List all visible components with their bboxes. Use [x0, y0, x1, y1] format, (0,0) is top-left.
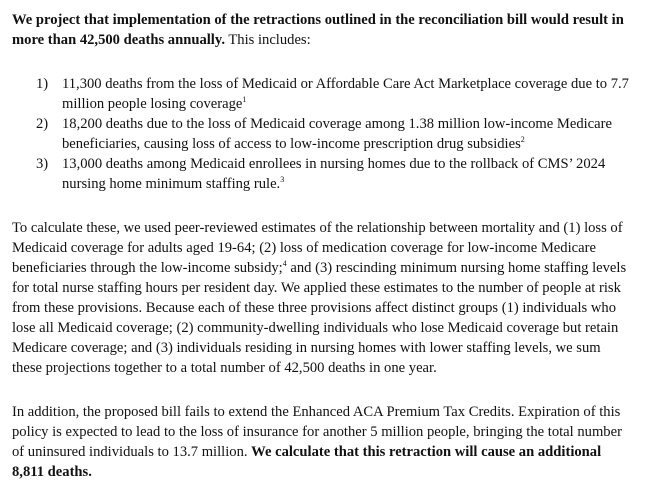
- addition-paragraph: [12, 402, 630, 482]
- addition-text: In addition, the proposed bill fails to extend the Enhanced ACA Premium Tax Credits. Expiration of this policy is expected to lead to the loss of insurance for another 5 million people, bringing the total number of uninsured individuals to 13.7 million.: [12, 404, 622, 460]
- intro-bold-statement: We project that implementation of the retractions outlined in the reconciliation bill would result in more than 42,500 deaths annually.: [12, 12, 624, 48]
- methodology-paragraph: [12, 218, 630, 378]
- list-item: [12, 154, 630, 194]
- list-item: [12, 74, 630, 114]
- deaths-breakdown-list: [12, 74, 630, 194]
- footnote-marker: 3: [280, 175, 285, 185]
- methodology-part1: To calculate these, we used peer-reviewed estimates of the relationship between mortality and (1) loss of Medicaid coverage for adults aged 19-64; (2) loss of medication coverage for low-income Medicare beneficiaries through the low-income subsidy;: [12, 220, 623, 276]
- list-item-number: 3): [36, 156, 49, 172]
- footnote-marker: 2: [520, 135, 525, 145]
- list-item-text: 13,000 deaths among Medicaid enrollees in nursing homes due to the rollback of CMS’ 2024 nursing home minimum staffing rule.: [62, 156, 606, 192]
- list-item: [12, 114, 630, 154]
- footnote-marker: 4: [282, 259, 287, 269]
- addition-bold-statement: We calculate that this retraction will cause an additional 8,811 deaths.: [12, 444, 602, 480]
- intro-paragraph: [12, 10, 630, 50]
- footnote-marker: 1: [242, 95, 247, 105]
- list-item-number: 1): [36, 76, 49, 92]
- methodology-part2: and (3) rescinding minimum nursing home staffing levels for total nurse staffing hours per resident day. We applied these estimates to the number of people at risk from these provisions. Because each of these three provisions affect distinct groups (1) individuals who lose all Medicaid coverage; (2) community-dwelling individuals who lose Medicaid coverage but retain Medicare coverage; and (3) individuals residing in nursing homes with lower staffing levels, we sum these projections together to a total number of 42,500 deaths in one year.: [12, 260, 627, 376]
- list-item-text: 18,200 deaths due to the loss of Medicaid coverage among 1.38 million low-income Medicare beneficiaries, causing loss of access to low-income prescription drug subsidies: [62, 116, 612, 152]
- list-item-text: 11,300 deaths from the loss of Medicaid or Affordable Care Act Marketplace coverage due to 7.7 million people losing coverage: [62, 76, 629, 112]
- list-item-number: 2): [36, 116, 49, 132]
- intro-rest: This includes:: [225, 32, 311, 48]
